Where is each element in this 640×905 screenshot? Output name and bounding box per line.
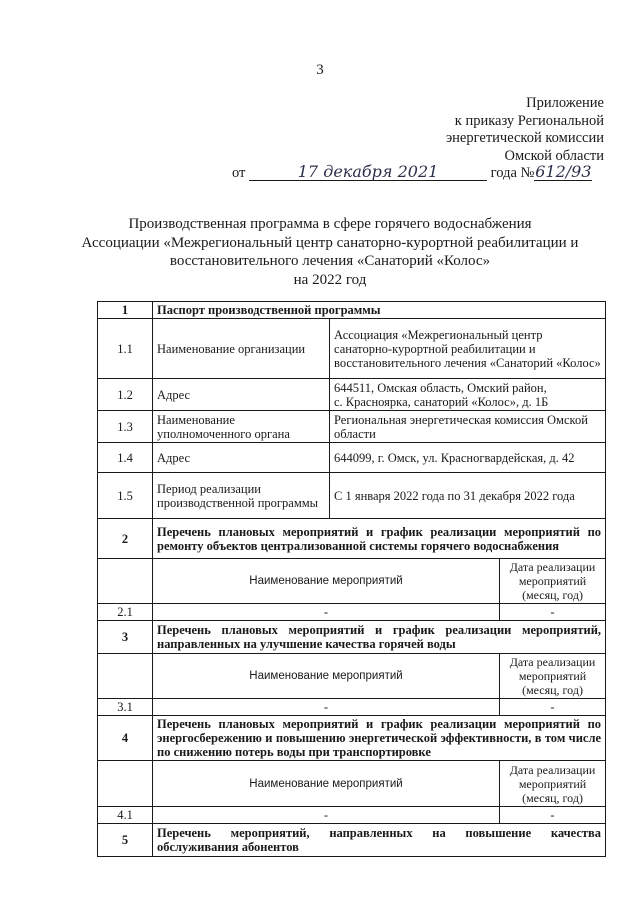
row-number: 1.5 [98,473,153,519]
page-number: 3 [316,62,324,78]
row-value: С 1 января 2022 года по 31 декабря 2022 года [330,473,606,519]
row-value: Ассоциация «Межрегиональный центр санаторно-курортной реабилитации и восстановительного лечения «Санаторий «Колос» [330,319,606,379]
table-row [98,519,606,559]
section-title: Перечень плановых мероприятий и график реализации мероприятий по ремонту объектов централизованной системы горячего водоснабжения [153,519,606,559]
section-number: 5 [98,824,153,857]
measures-date-header: Дата реализации мероприятий (месяц, год) [500,761,606,807]
row-label: Период реализации производственной программы [153,473,330,519]
row-number: 1.3 [98,411,153,443]
table-row [98,824,606,857]
measure-date: - [500,699,606,716]
table-row [98,559,606,604]
row-number: 4.1 [98,807,153,824]
table-row [98,699,606,716]
row-number: 2.1 [98,604,153,621]
section-title: Перечень мероприятий, направленных на повышение качества обслуживания абонентов [153,824,606,857]
row-number: 1.2 [98,379,153,411]
appendix-line: к приказу Региональной [454,112,604,129]
row-label: Наименование уполномоченного органа [153,411,330,443]
order-year-label: года № [490,165,535,181]
table-row [98,379,606,411]
table-row [98,621,606,654]
row-number: 1.1 [98,319,153,379]
table-row [98,411,606,443]
order-prefix: от [232,165,246,181]
appendix-block [446,95,604,165]
empty-cell [98,559,153,604]
section-number: 4 [98,716,153,761]
row-value [330,379,606,411]
title-line: Производственная программа в сфере горячего водоснабжения [128,216,532,232]
empty-cell [98,761,153,807]
section-number: 2 [98,519,153,559]
measures-date-header: Дата реализации мероприятий (месяц, год) [500,654,606,699]
measures-name-header: Наименование мероприятий [153,761,500,807]
section-title: Перечень плановых мероприятий и график реализации мероприятий, направленных на улучшение качества горячей воды [153,621,606,654]
measure-name: - [153,807,500,824]
appendix-line: энергетической комиссии [445,130,604,146]
table-row [98,319,606,379]
empty-cell [98,654,153,699]
section-number: 1 [98,302,153,319]
measures-name-header: Наименование мероприятий [153,559,500,604]
row-number: 1.4 [98,443,153,473]
measure-date: - [500,807,606,824]
row-label: Наименование организации [153,319,330,379]
row-label: Адрес [153,379,330,411]
section-title: Перечень плановых мероприятий и график реализации мероприятий по энергосбережению и повышению энергетической эффективности, в том числе по снижению потерь воды при транспортировке [153,716,606,761]
order-number: 612/93 [535,162,592,181]
title-line: восстановительного лечения «Санаторий «Колос» [169,253,491,269]
table-row [98,443,606,473]
measure-name: - [153,699,500,716]
row-number: 3.1 [98,699,153,716]
table-row [98,473,606,519]
title-line: на 2022 год [293,271,367,288]
row-value: 644099, г. Омск, ул. Красногвардейская, д. 42 [330,443,606,473]
row-value-line: 644511, Омская область, Омский район, [334,380,547,395]
row-value: Региональная энергетическая комиссия Омской области [330,411,606,443]
appendix-line: Омской области [504,147,604,164]
order-line [232,164,592,182]
order-date: 17 декабря 2021 [249,164,487,181]
table-row [98,807,606,824]
measures-name-header: Наименование мероприятий [153,654,500,699]
row-label: Адрес [153,443,330,473]
measure-name: - [153,604,500,621]
row-value-line: с. Красноярка, санаторий «Колос», д. 1Б [334,394,549,409]
title-line: Ассоциации «Межрегиональный центр санаторно-курортной реабилитации и [81,234,579,251]
table-row [98,302,606,319]
program-table [97,301,606,857]
table-row [98,604,606,621]
table-row [98,716,606,761]
table-row [98,654,606,699]
document-title [60,215,600,289]
appendix-line: Приложение [526,95,604,111]
measure-date: - [500,604,606,621]
section-number: 3 [98,621,153,654]
table-row [98,761,606,807]
section-title: Паспорт производственной программы [153,302,606,319]
measures-date-header: Дата реализации мероприятий (месяц, год) [500,559,606,604]
